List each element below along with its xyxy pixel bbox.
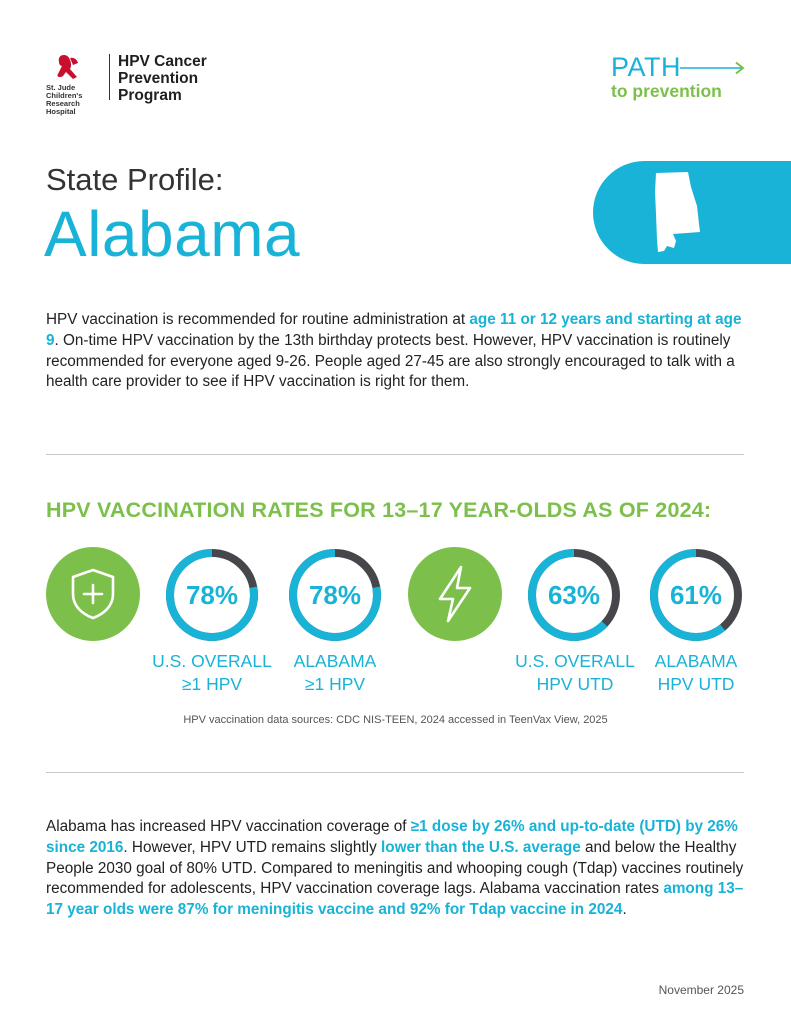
rates-heading: HPV VACCINATION RATES FOR 13–17 YEAR-OLDS AS OF 2024: — [46, 498, 712, 522]
divider — [46, 772, 744, 773]
rate-label-alabama-1dose: ALABAMA ≥1 HPV — [293, 651, 377, 694]
arrow-right-icon — [680, 61, 746, 75]
logo-divider — [109, 54, 110, 100]
org-name: St. Jude Children's Research Hospital — [46, 83, 83, 116]
path-logo-subtitle: to prevention — [611, 81, 722, 101]
rate-percent: 78% — [308, 580, 362, 610]
rate-ring-us-utd — [526, 547, 622, 643]
rate-ring-alabama-utd — [648, 547, 744, 643]
page-subtitle: State Profile: — [46, 162, 224, 197]
shield-plus-icon — [46, 547, 140, 641]
rate-label-alabama-utd: ALABAMA HPV UTD — [654, 651, 738, 694]
rate-label-us-1dose: U.S. OVERALL ≥1 HPV — [152, 651, 272, 694]
publication-date: November 2025 — [658, 983, 744, 997]
rate-percent: 63% — [547, 580, 601, 610]
divider — [46, 454, 744, 455]
alabama-map-icon — [644, 172, 706, 254]
program-title: HPV Cancer Prevention Program — [118, 53, 207, 104]
summary-paragraph: Alabama has increased HPV vaccination coverage of ≥1 dose by 26% and up-to-date (UTD) by 26% since 2016. However, HPV UTD remains slightly lower than the U.S. average and below the Healthy People 2030 goal of 80% UTD. Compared to meningitis and whooping cough (Tdap) vaccines routinely recommended for adolescents, HPV vaccination coverage lags. Alabama vaccination rates among 13–17 year olds were 87% for meningitis vaccine and 92% for Tdap vaccine in 2024. — [46, 818, 744, 919]
rate-percent: 61% — [669, 580, 723, 610]
rate-percent: 78% — [185, 580, 239, 610]
intro-paragraph: HPV vaccination is recommended for routine administration at age 11 or 12 years and starting at age 9. On-time HPV vaccination by the 13th birthday protects best. However, HPV vaccination is routinely recommended for everyone aged 9-26. People aged 27-45 are also strongly encouraged to talk with a health care provider to see if HPV vaccination is right for them. — [46, 311, 742, 391]
path-logo-word: PATH — [611, 52, 682, 82]
rate-label-us-utd: U.S. OVERALL HPV UTD — [515, 651, 635, 694]
rate-ring-us-1dose — [164, 547, 260, 643]
lightning-bolt-icon — [408, 547, 502, 641]
rate-ring-alabama-1dose — [287, 547, 383, 643]
data-sources-note: HPV vaccination data sources: CDC NIS-TEEN, 2024 accessed in TeenVax View, 2025 — [183, 714, 608, 726]
page-title: Alabama — [44, 198, 301, 270]
